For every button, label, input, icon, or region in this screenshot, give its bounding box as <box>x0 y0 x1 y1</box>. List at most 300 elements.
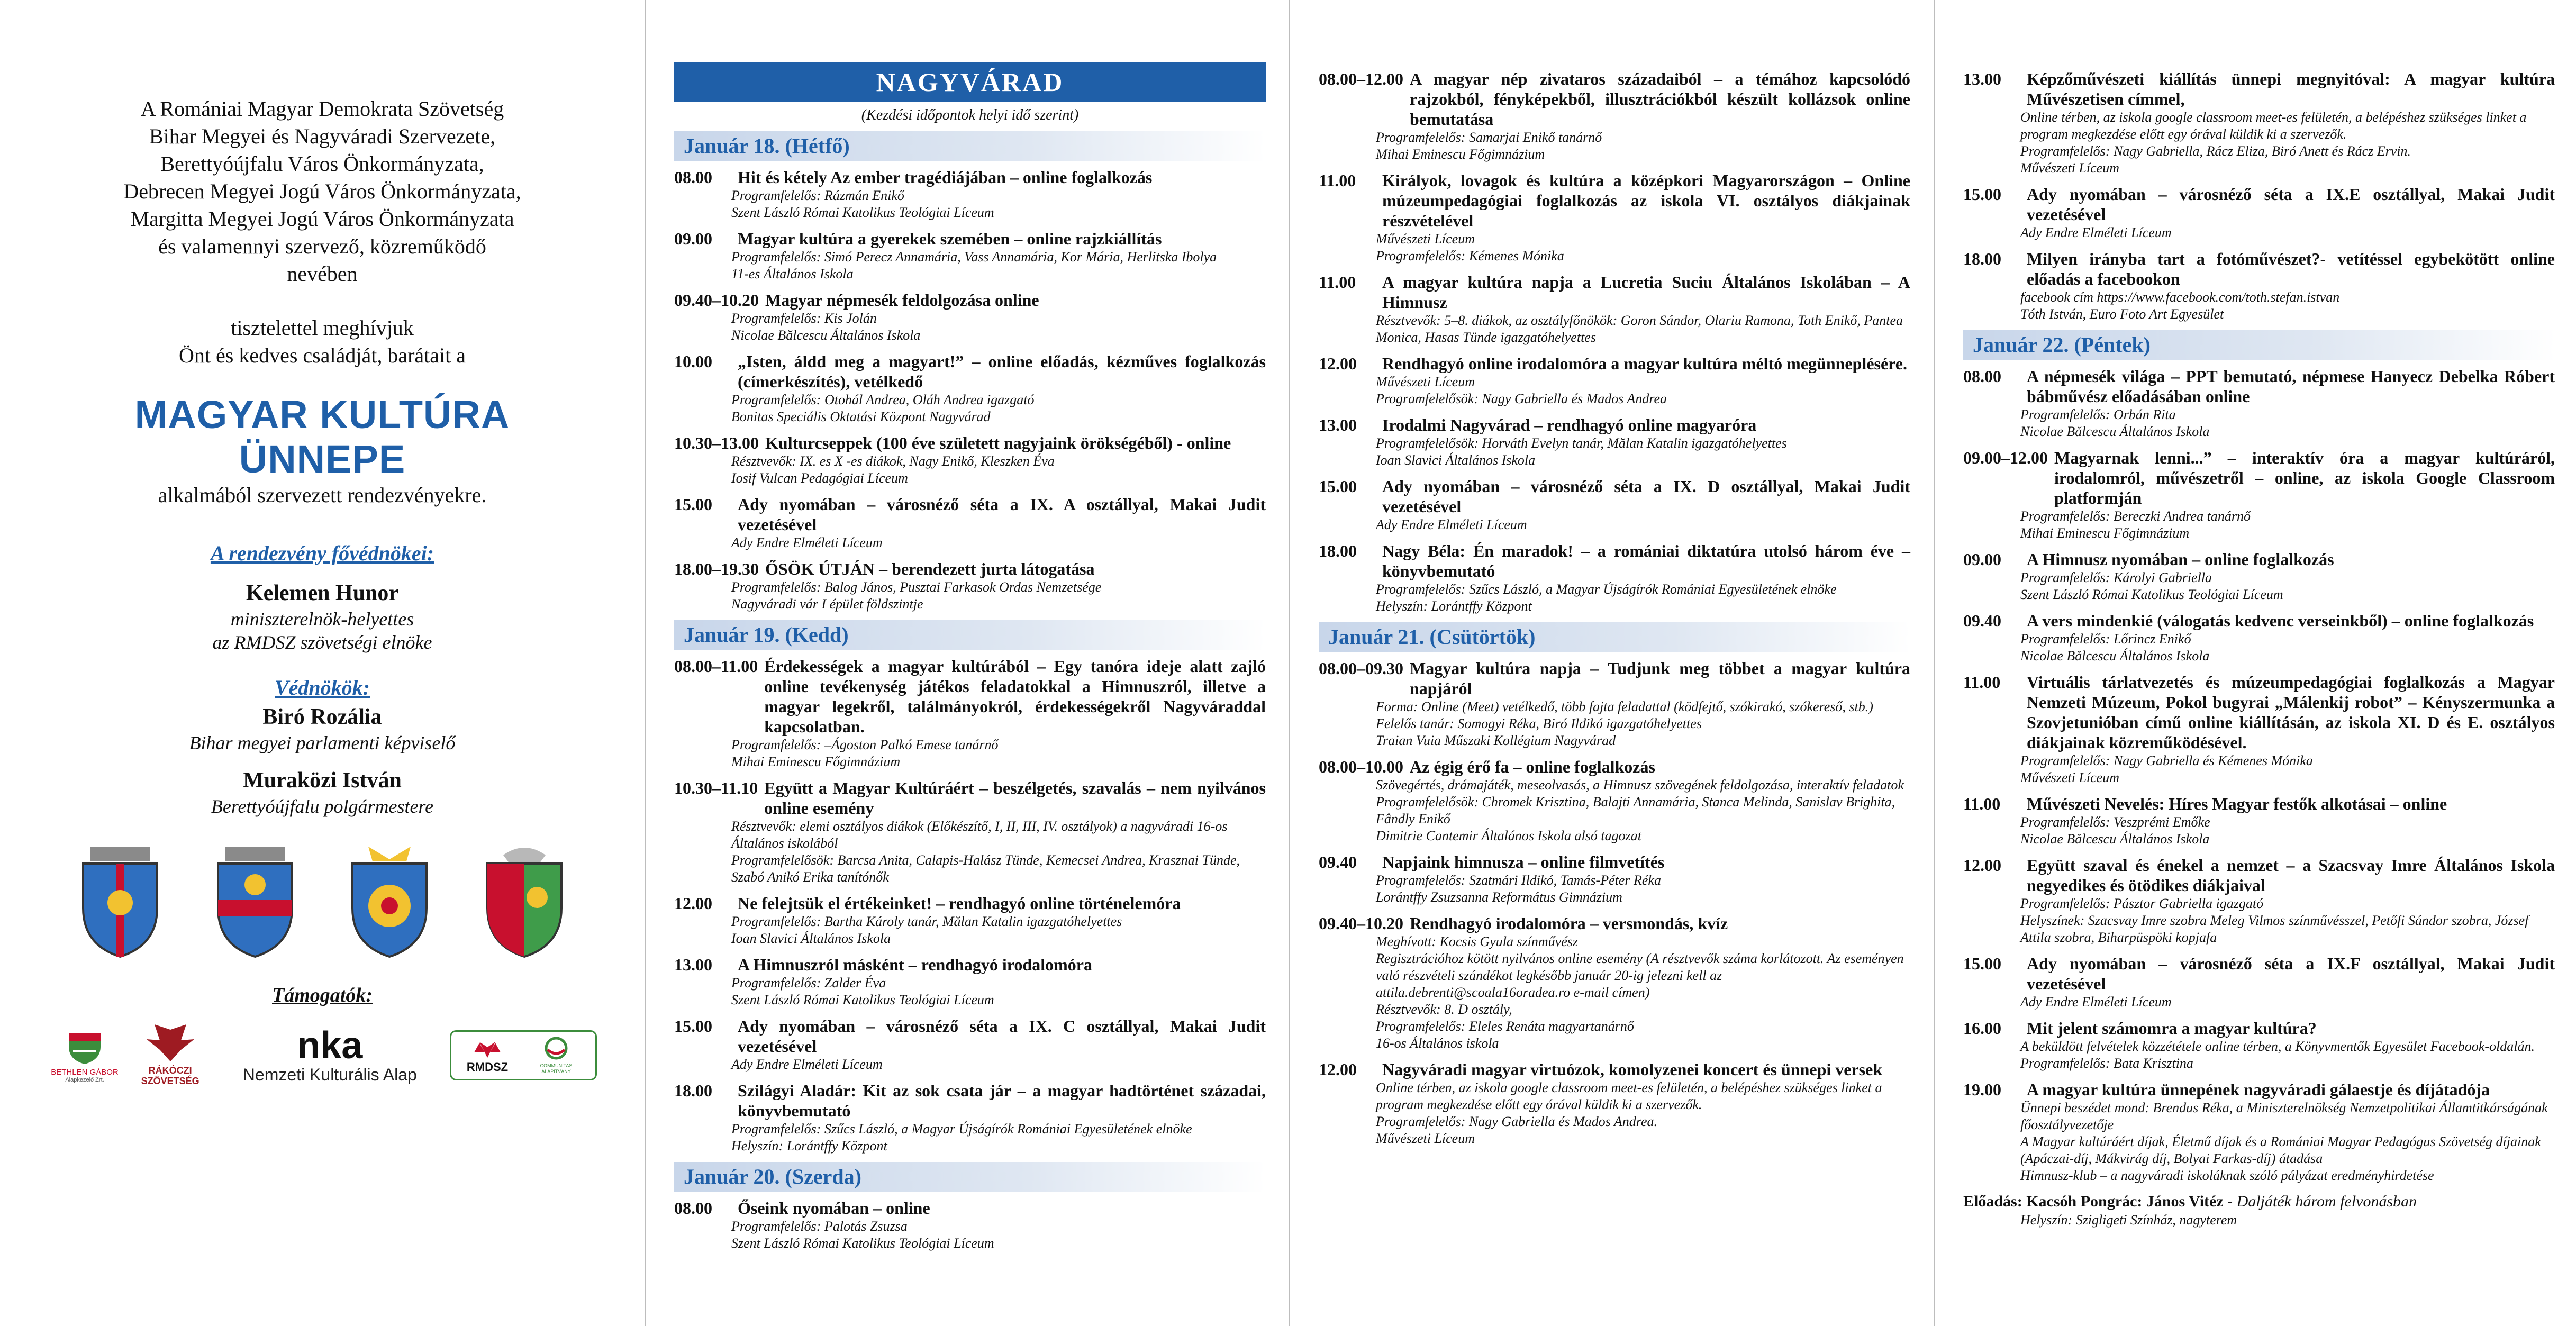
event-detail: Iosif Vulcan Pedagógiai Líceum <box>731 470 908 486</box>
event-heading <box>674 433 1266 453</box>
program-event <box>674 167 1266 221</box>
day-header: Január 20. (Szerda) <box>674 1162 1266 1192</box>
program-event <box>674 229 1266 283</box>
event-detail: Nicolae Bălcescu Általános Iskola <box>2020 424 2210 439</box>
program-event <box>1963 953 2555 1011</box>
event-heading <box>1319 272 1910 312</box>
event-detail: Programfelelős: Pásztor Gabriella igazgató <box>2020 896 2264 911</box>
event-time: 08.00–09.30 <box>1319 659 1403 678</box>
event-time: 12.00 <box>1319 354 1357 373</box>
program-event <box>674 778 1266 886</box>
event-title: Virtuális tárlatvezetés és múzeumpedagógiai foglalkozás a Magyar Nemzeti Múzeum, Pokol bugyrai „Málenkij robot” – Kényszermunka a Szovjetunióban című online kiállításán, az iskola XI. D és E. osztályos diákjainak közreműködésével. <box>2027 673 2555 752</box>
patron-name: Kelemen Hunor <box>246 581 399 605</box>
event-time: 15.00 <box>1963 185 2001 204</box>
event-title: MAGYAR KULTÚRA <box>134 393 510 437</box>
event-detail: Online térben, az iskola google classroom meet-es felületén, a belépéshez szükséges linket a program megkezdése előtt egy órával küldik ki a szervezők. <box>1376 1080 1882 1112</box>
event-time: 08.00 <box>674 168 712 187</box>
event-title: Az égig érő fa – online foglalkozás <box>1410 757 1655 776</box>
supporters-heading: Támogatók: <box>272 984 373 1006</box>
program-column <box>1934 0 2576 1326</box>
event-time: 18.00 <box>1319 541 1357 560</box>
event-detail: Ioan Slavici Általános Iskola <box>1376 452 1536 468</box>
program-event <box>674 433 1266 487</box>
event-detail: Helyszín: Lorántffy Központ <box>731 1138 887 1154</box>
event-detail: Regisztrációhoz kötött nyilvános online esemény (A résztvevők száma korlátozott. Az eseményen való részvételi szándékot legkésőbb január 20-ig jelezni kell az attila.debrenti@scoala16oradea.ro e-mail címen) <box>1376 951 1904 1000</box>
event-detail: Résztvevők: IX. es X -es diákok, Nagy Enikő, Kleszken Éva <box>731 453 1055 469</box>
event-detail: Művészeti Líceum <box>2020 770 2120 785</box>
event-heading <box>1319 1059 1910 1079</box>
event-heading <box>1319 476 1910 516</box>
event-title: A Himnusz nyomában – online foglalkozás <box>2027 550 2334 569</box>
event-heading <box>1963 366 2555 406</box>
event-time: 12.00 <box>674 894 712 913</box>
event-detail: Programfelelős: Eleles Renáta magyartanárnő <box>1376 1019 1634 1034</box>
event-title: Ady nyomában – városnéző séta a IX.E osztállyal, Makai Judit vezetésével <box>2027 185 2555 224</box>
program-event <box>1963 184 2555 241</box>
event-heading <box>1963 549 2555 569</box>
event-time: 15.00 <box>674 495 712 514</box>
logo-text: RÁKÓCZI <box>148 1065 192 1076</box>
program-event <box>1963 1018 2555 1072</box>
event-title: Ne felejtsük el értékeinket! – rendhagyó online történelemóra <box>738 894 1181 913</box>
event-detail: Művészeti Líceum <box>1376 374 1475 389</box>
event-detail: Traian Vuia Műszaki Kollégium Nagyvárad <box>1376 733 1616 748</box>
event-detail: Dimitrie Cantemir Általános Iskola alsó tagozat <box>1376 828 1641 843</box>
event-heading <box>674 1198 1266 1218</box>
event-detail: Programfelelősök: Nagy Gabriella és Mados Andrea <box>1376 391 1667 406</box>
event-detail: Programfelelős: –Ágoston Palkó Emese tanárnő <box>731 737 999 752</box>
event-time: 09.40 <box>1319 852 1357 871</box>
event-title: Képzőművészeti kiállítás ünnepi megnyitóval: A magyar kultúra Művészetisen címmel, <box>2027 69 2555 108</box>
organizer-line: nevében <box>287 262 358 286</box>
day-header: Január 18. (Hétfő) <box>674 131 1266 161</box>
organizer-line: Bihar Megyei és Nagyváradi Szervezete, <box>149 124 496 148</box>
event-title: A vers mindenkié (válogatás kedvenc verseinkből) – online foglalkozás <box>2027 611 2534 630</box>
event-detail: Himnusz-klub – a nagyváradi iskoláknak szóló pályázat eredményhirdetése <box>2020 1168 2434 1183</box>
logo-text: Nemzeti Kulturális Alap <box>242 1065 417 1084</box>
event-detail: Résztvevők: 5–8. diákok, az osztályfőnökök: Goron Sándor, Olariu Ramona, Toth Enikő, Pantea Monica, Hasas Tünde igazgatóhelyettes <box>1376 313 1903 345</box>
program-event <box>1319 476 1910 533</box>
event-time: 08.00 <box>674 1198 712 1218</box>
event-detail: Ady Endre Elméleti Líceum <box>2020 225 2172 240</box>
event-time: 18.00 <box>674 1081 712 1100</box>
eagle-icon <box>144 1024 197 1062</box>
event-heading <box>1963 953 2555 994</box>
event-detail: Ady Endre Elméleti Líceum <box>2020 994 2172 1010</box>
event-heading <box>674 351 1266 392</box>
event-time: 09.40–10.20 <box>1319 914 1403 933</box>
organizer-line: Berettyóújfalu Város Önkormányzata, <box>160 152 484 176</box>
event-heading <box>674 167 1266 187</box>
event-detail: Programfelelős: Bata Krisztina <box>2020 1056 2193 1071</box>
event-title: „Isten, áldd meg a magyart!” – online előadás, kézműves foglalkozás (címerkészítés), vetélkedő <box>738 352 1266 391</box>
event-detail: Programfelelős: Kis Jolán <box>731 311 877 326</box>
program-event <box>1963 611 2555 665</box>
event-time: 09.00–12.00 <box>1963 448 2048 467</box>
coat-of-arms-icon <box>202 844 308 961</box>
program-event <box>1319 1059 1910 1147</box>
event-detail: Programfelelős: Simó Perecz Annamária, Vass Annamária, Kor Mária, Herlitska Ibolya <box>731 249 1217 265</box>
program-event <box>1319 272 1910 346</box>
event-detail: Programfelelős: Veszprémi Emőke <box>2020 814 2210 830</box>
program-event <box>1319 913 1910 1052</box>
event-heading <box>674 955 1266 975</box>
event-heading <box>674 290 1266 310</box>
event-title: Napjaink himnusza – online filmvetítés <box>1382 852 1665 871</box>
invitation-panel <box>0 0 645 1326</box>
event-list <box>1319 69 1910 1147</box>
program-event <box>1963 249 2555 323</box>
event-time: 10.30–13.00 <box>674 433 759 452</box>
event-detail: Programfelelősök: Barcsa Anita, Calapis-Halász Tünde, Kemecsei Andrea, Krasznai Tünde, Szabó Anikó Erika tanítónők <box>731 852 1240 885</box>
event-detail: Mihai Eminescu Főgimnázium <box>1376 147 1545 162</box>
logo-text: Alapkezelő Zrt. <box>65 1076 104 1083</box>
logo-text: SZÖVETSÉG <box>141 1076 199 1086</box>
event-heading <box>1319 658 1910 698</box>
event-detail: Programfelelős: Bartha Károly tanár, Mălan Katalin igazgatóhelyettes <box>731 914 1122 929</box>
event-time: 10.30–11.10 <box>674 778 758 797</box>
program-event <box>1963 69 2555 177</box>
event-title: Művészeti Nevelés: Híres Magyar festők alkotásai – online <box>2027 794 2447 813</box>
event-heading <box>1319 913 1910 933</box>
program-event <box>1963 448 2555 542</box>
event-detail: Tóth István, Euro Foto Art Egyesület <box>2020 306 2224 322</box>
patrons2-heading: Védnökök: <box>275 676 370 700</box>
patron-role: Bihar megyei parlamenti képviselő <box>189 732 456 753</box>
event-title: Rendhagyó irodalomóra – versmondás, kvíz <box>1410 914 1728 933</box>
event-title: Ady nyomában – városnéző séta a IX. C osztállyal, Makai Judit vezetésével <box>738 1016 1266 1056</box>
event-detail: Programfelelősök: Horváth Evelyn tanár, Mălan Katalin igazgatóhelyettes <box>1376 435 1787 451</box>
event-detail: Művészeti Líceum <box>2020 160 2120 176</box>
event-detail: Nicolae Bălcescu Általános Iskola <box>2020 648 2210 664</box>
event-title: A népmesék világa – PPT bemutató, népmese Hanyecz Debelka Róbert bábművész előadásában online <box>2027 367 2555 406</box>
event-heading <box>1963 448 2555 508</box>
program-column <box>645 0 1289 1326</box>
rmdsz-communitas-logo <box>450 1030 597 1080</box>
event-heading <box>1319 757 1910 777</box>
event-detail: Szent László Római Katolikus Teológiai Líceum <box>731 1236 994 1251</box>
event-detail: Programfelelős: Bereczki Andrea tanárnő <box>2020 508 2251 524</box>
patron-role: Berettyóújfalu polgármestere <box>211 796 434 817</box>
program-event <box>1319 353 1910 407</box>
event-heading <box>1963 249 2555 289</box>
event-time: 13.00 <box>1319 415 1357 434</box>
final-label: Előadás: <box>1963 1193 2022 1210</box>
event-title: Magyar kultúra napja – Tudjunk meg többet a magyar kultúra napjáról <box>1410 659 1910 698</box>
program-event <box>674 656 1266 770</box>
tulip-icon <box>469 1037 506 1058</box>
event-title: Nagy Béla: Én maradok! – a romániai diktatúra utolsó három éve – könyvbemutató <box>1382 541 1910 580</box>
organizers-block <box>32 95 613 288</box>
event-title: Együtt a Magyar Kultúráért – beszélgetés, szavalás – nem nyilvános online esemény <box>764 778 1266 818</box>
event-time: 11.00 <box>1319 171 1356 190</box>
coat-of-arms-row <box>32 844 613 961</box>
event-detail: facebook cím https://www.facebook.com/toth.stefan.istvan <box>2020 289 2340 305</box>
event-title: Ady nyomában – városnéző séta a IX.F osztállyal, Makai Judit vezetésével <box>2027 954 2555 993</box>
event-detail: Nicolae Bălcescu Általános Iskola <box>731 328 921 343</box>
event-time: 12.00 <box>1963 856 2001 875</box>
event-list <box>1963 69 2555 1184</box>
day-header: Január 22. (Péntek) <box>1963 330 2555 360</box>
organizer-line: A Romániai Magyar Demokrata Szövetség <box>140 97 504 121</box>
event-time: 08.00 <box>1963 367 2001 386</box>
event-time: 13.00 <box>1963 69 2001 88</box>
event-time: 08.00–11.00 <box>674 657 758 676</box>
program-event <box>1319 415 1910 469</box>
event-subtitle: alkalmából szervezett rendezvényekre. <box>158 483 487 507</box>
event-title: A magyar kultúra napja a Lucretia Suciu Általános Iskolában – A Himnusz <box>1382 273 1910 312</box>
program-event <box>1963 794 2555 848</box>
event-detail: Művészeti Líceum <box>1376 231 1475 247</box>
event-detail: Programfelelős: Balog János, Pusztai Farkasok Ordas Nemzetsége <box>731 579 1102 595</box>
program-event <box>1319 170 1910 265</box>
event-title: Érdekességek a magyar kultúrából – Egy tanóra ideje alatt zajló online tevékenység játékos feladatokkal a Himnuszról, illetve a magyar legekről, találmányokról, érdekességekről Nagyváraddal kapcsolatban. <box>764 657 1266 736</box>
logo-text: COMMUNITAS ALAPÍTVÁNY <box>540 1063 573 1074</box>
event-detail: Programfelelős: Palotás Zsuzsa <box>731 1219 908 1234</box>
event-heading <box>1319 353 1910 374</box>
event-heading <box>1319 69 1910 129</box>
patron-name: Biró Rozália <box>262 705 382 729</box>
event-detail: Ady Endre Elméleti Líceum <box>731 1057 883 1072</box>
event-detail: Programfelelős: Szatmári Ildikó, Tamás-Péter Réka <box>1376 873 1661 888</box>
program-event <box>674 290 1266 344</box>
event-detail: Ioan Slavici Általános Iskola <box>731 931 891 946</box>
event-time: 18.00–19.30 <box>674 559 759 578</box>
event-heading <box>674 559 1266 579</box>
event-title: Kulturcseppek (100 éve született nagyjaink örökségéből) - online <box>765 433 1231 452</box>
event-time: 08.00–10.00 <box>1319 757 1403 776</box>
event-detail: Helyszín: Lorántffy Központ <box>1376 598 1532 614</box>
final-place: Helyszín: Szigligeti Színház, nagyterem <box>2020 1212 2237 1228</box>
event-list <box>674 131 1266 1252</box>
coat-of-arms-icon <box>471 844 577 961</box>
logo-text: BETHLEN GÁBOR <box>51 1067 119 1077</box>
communitas-circle-icon <box>540 1036 572 1060</box>
event-detail: Szent László Római Katolikus Teológiai Líceum <box>731 205 994 220</box>
event-detail: Programfelelős: Szűcs László, a Magyar Újságírók Romániai Egyesületének elnöke <box>731 1121 1192 1137</box>
event-time: 18.00 <box>1963 249 2001 268</box>
event-detail: Ady Endre Elméleti Líceum <box>1376 517 1527 532</box>
event-detail: Programfelelős: Nagy Gabriella, Rácz Eliza, Biró Anett és Rácz Ervin. <box>2020 143 2411 159</box>
program-event <box>674 1080 1266 1155</box>
event-detail: Forma: Online (Meet) vetélkedő, több fajta feladattal (ködfejtő, szókirakó, szókereső, stb.) <box>1376 699 1873 714</box>
event-title: Milyen irányba tart a fotóművészet?- vetítéssel egybekötött online előadás a facebookon <box>2027 249 2555 288</box>
program-event <box>674 559 1266 613</box>
event-heading <box>1319 415 1910 435</box>
organizer-line: Debrecen Megyei Jogú Város Önkormányzata, <box>123 179 521 203</box>
event-time: 12.00 <box>1319 1060 1357 1079</box>
supporter-logos <box>32 1024 613 1086</box>
final-performance <box>1963 1192 2555 1229</box>
event-detail: Mihai Eminescu Főgimnázium <box>731 754 901 769</box>
event-title: Ady nyomában – városnéző séta a IX. A osztállyal, Makai Judit vezetésével <box>738 495 1266 534</box>
event-time: 11.00 <box>1319 273 1356 292</box>
final-title: Kacsóh Pongrác: János Vitéz <box>2026 1193 2224 1210</box>
nka-logo <box>219 1024 441 1085</box>
organizer-line: és valamennyi szervező, közreműködő <box>158 234 486 258</box>
event-detail: Programfelelős: Lőrincz Enikő <box>2020 631 2191 647</box>
city-header: NAGYVÁRAD <box>674 62 1266 102</box>
event-title: Szilágyi Aladár: Kit az sok csata jár – a magyar hadtörténet századai, könyvbemutató <box>738 1081 1266 1120</box>
event-time: 09.40 <box>1963 611 2001 630</box>
event-detail: Programfelelős: Rázmán Enikő <box>731 188 904 203</box>
event-time: 15.00 <box>674 1016 712 1036</box>
event-detail: Nagyváradi vár I épület földszintje <box>731 596 923 612</box>
event-title: Hit és kétely Az ember tragédiájában – online foglalkozás <box>738 168 1153 187</box>
event-heading <box>674 1080 1266 1121</box>
event-detail: A Magyar kultúráért díjak, Életmű díjak és a Romániai Magyar Pedagógus Szövetség díjainak (Apáczai-díj, Mákvirág díj, Bolyai Farkas-díj) átadása <box>2020 1134 2541 1166</box>
event-title: Királyok, lovagok és kultúra a középkori Magyarországon – Online múzeumpedagógiai foglalkozás az iskola VI. osztályos diákjainak részvételével <box>1382 171 1910 230</box>
event-title: A Himnuszról másként – rendhagyó irodalomóra <box>738 955 1092 974</box>
event-title: Nagyváradi magyar virtuózok, komolyzenei koncert és ünnepi versek <box>1382 1060 1883 1079</box>
event-time: 19.00 <box>1963 1080 2001 1099</box>
event-time: 09.40–10.20 <box>674 290 759 310</box>
program-event <box>1963 672 2555 786</box>
event-time: 11.00 <box>1963 673 2001 692</box>
event-detail: 11-es Általános Iskola <box>731 266 854 281</box>
program-event <box>1319 757 1910 844</box>
event-heading <box>1963 611 2555 631</box>
patron-role: miniszterelnök-helyettes <box>230 608 414 630</box>
event-heading <box>1963 1018 2555 1038</box>
program-event <box>674 893 1266 947</box>
event-detail: Programfelelős: Nagy Gabriella és Kémenes Mónika <box>2020 753 2313 768</box>
program-event <box>1963 855 2555 946</box>
event-title: Őseink nyomában – online <box>738 1198 930 1218</box>
bethlen-gabor-logo <box>48 1028 122 1083</box>
event-heading <box>674 893 1266 913</box>
event-title: ŐSÖK ÚTJÁN – berendezett jurta látogatása <box>765 559 1095 578</box>
event-detail: Szent László Római Katolikus Teológiai Líceum <box>2020 587 2283 602</box>
event-heading <box>674 656 1266 737</box>
event-detail: Online térben, az iskola google classroom meet-es felületén, a belépéshez szükséges linket a program megkezdése előtt egy órával küldik ki a szervezők. <box>2020 110 2527 142</box>
event-detail: Programfelelős: Kémenes Mónika <box>1376 248 1564 264</box>
event-title: A magyar nép zivataros századaiból – a témához kapcsolódó rajzokból, fényképekből, illusztrációkból készült kollázsok online bemutatása <box>1410 69 1910 129</box>
event-title: Együtt szaval és énekel a nemzet – a Szacsvay Imre Általános Iskola negyedikes és ötödikes diákjaival <box>2027 856 2555 895</box>
event-detail: Programfelelős: Nagy Gabriella és Mados Andrea. <box>1376 1114 1657 1129</box>
event-detail: Ady Endre Elméleti Líceum <box>731 535 883 550</box>
program-event <box>674 1198 1266 1252</box>
event-heading <box>1963 855 2555 895</box>
event-detail: A beküldött felvételek közzététele online térben, a Könyvmentők Egyesület Facebook-oldalán. <box>2020 1039 2535 1054</box>
program-event <box>1319 852 1910 906</box>
event-heading <box>674 778 1266 818</box>
event-time: 09.00 <box>674 229 712 248</box>
logo-text: RMDSZ <box>466 1060 509 1074</box>
event-detail: Résztvevők: 8. D osztály, <box>1376 1002 1512 1017</box>
event-heading <box>674 494 1266 534</box>
organizer-line: Margitta Megyei Jogú Város Önkormányzata <box>130 207 514 231</box>
event-heading <box>1319 541 1910 581</box>
event-title: Magyar népmesék feldolgozása online <box>765 290 1039 310</box>
event-title: ÜNNEPE <box>239 437 406 481</box>
event-detail: Helyszínek: Szacsvay Imre szobra Meleg Vilmos színművésszel, Petőfi Sándor szobra, József Attila szobra, Biharpüspöki kopjafa <box>2020 913 2529 945</box>
event-detail: Programfelelős: Samarjai Enikő tanárnő <box>1376 130 1602 145</box>
event-time: 09.00 <box>1963 550 2001 569</box>
event-detail: Programfelelős: Otohál Andrea, Oláh Andrea igazgató <box>731 392 1035 407</box>
program-event <box>674 1016 1266 1073</box>
event-detail: Szövegértés, drámajáték, meseolvasás, a Himnusz szövegének feldolgozása, interaktív feladatok <box>1376 777 1904 793</box>
event-title: Magyar kultúra a gyerekek szemében – online rajzkiállítás <box>738 229 1162 248</box>
event-heading <box>1963 1079 2555 1100</box>
event-detail: Bonitas Speciális Oktatási Központ Nagyvárad <box>731 409 991 424</box>
program-event <box>1963 1079 2555 1184</box>
program-event <box>1963 549 2555 603</box>
invite-line: tisztelettel meghívjuk <box>231 316 414 340</box>
patrons-heading: A rendezvény fővédnökei: <box>210 541 434 565</box>
event-title: Irodalmi Nagyvárad – rendhagyó online magyaróra <box>1382 415 1757 434</box>
event-detail: Résztvevők: elemi osztályos diákok (Előkészítő, I, II, III, IV. osztályok) a nagyváradi 16-os Általános iskolából <box>731 819 1228 851</box>
event-detail: Programfelelős: Orbán Rita <box>2020 407 2176 422</box>
event-heading <box>1963 184 2555 224</box>
event-time: 15.00 <box>1319 477 1357 496</box>
event-time: 15.00 <box>1963 954 2001 973</box>
program-event <box>674 494 1266 551</box>
program-event <box>1963 366 2555 440</box>
event-heading <box>674 1016 1266 1056</box>
event-time: 13.00 <box>674 955 712 974</box>
event-title: Magyarnak lenni...” – interaktív óra a magyar kultúráról, irodalomról, művészetről – online, az iskola Google Classroom platformján <box>2054 448 2555 507</box>
event-detail: Művészeti Líceum <box>1376 1131 1475 1146</box>
event-detail: Meghívott: Kocsis Gyula színművész <box>1376 934 1579 949</box>
day-header: Január 19. (Kedd) <box>674 620 1266 650</box>
patron-name: Muraközi István <box>243 768 402 793</box>
program-event <box>1319 69 1910 163</box>
event-heading <box>1963 69 2555 109</box>
event-time: 11.00 <box>1963 794 2001 813</box>
event-detail: 16-os Általános iskola <box>1376 1036 1499 1051</box>
event-time: 16.00 <box>1963 1019 2001 1038</box>
event-detail: Programfelelős: Zalder Éva <box>731 975 886 991</box>
program-event <box>674 351 1266 425</box>
event-detail: Nicolae Bălcescu Általános Iskola <box>2020 831 2210 847</box>
bethlen-shield-icon <box>64 1028 106 1065</box>
event-title: A magyar kultúra ünnepének nagyváradi gálaestje és díjátadója <box>2027 1080 2490 1099</box>
event-detail: Mihai Eminescu Főgimnázium <box>2020 525 2190 541</box>
event-time: 10.00 <box>674 352 712 371</box>
patron-role: az RMDSZ szövetségi elnöke <box>212 632 432 653</box>
event-detail: Programfelelős: Szűcs László, a Magyar Újságírók Romániai Egyesületének elnöke <box>1376 582 1837 597</box>
logo-text: nka <box>297 1024 363 1067</box>
program-event <box>1319 541 1910 615</box>
program-column <box>1289 0 1934 1326</box>
final-desc: - Daljáték három felvonásban <box>2223 1193 2417 1210</box>
invite-line: Önt és kedves családját, barátait a <box>179 343 466 367</box>
coat-of-arms-icon <box>337 844 442 961</box>
program-event <box>674 955 1266 1009</box>
coat-of-arms-icon <box>67 844 173 961</box>
program-event <box>1319 658 1910 749</box>
day-header: Január 21. (Csütörtök) <box>1319 622 1910 652</box>
event-heading <box>1319 852 1910 872</box>
event-detail: Ünnepi beszédet mond: Brendus Réka, a Miniszterelnökség Nemzetpolitikai Államtitkárságának főosztályvezetője <box>2020 1100 2548 1132</box>
event-time: 08.00–12.00 <box>1319 69 1403 88</box>
event-heading <box>1963 672 2555 752</box>
event-title: Mit jelent számomra a magyar kultúra? <box>2027 1019 2317 1038</box>
event-detail: Lorántffy Zsuzsanna Református Gimnázium <box>1376 889 1622 905</box>
event-heading <box>1319 170 1910 231</box>
rakoczi-logo <box>131 1024 210 1086</box>
event-title: Ady nyomában – városnéző séta a IX. D osztállyal, Makai Judit vezetésével <box>1382 477 1910 516</box>
event-detail: Szent László Római Katolikus Teológiai Líceum <box>731 992 994 1007</box>
event-detail: Programfelelős: Károlyi Gabriella <box>2020 570 2212 585</box>
event-heading <box>674 229 1266 249</box>
event-title: Rendhagyó online irodalomóra a magyar kultúra méltó megünneplésére. <box>1382 354 1907 373</box>
time-note: (Kezdési időpontok helyi idő szerint) <box>861 107 1079 123</box>
event-detail: Felelős tanár: Somogyi Réka, Biró Ildikó igazgatóhelyettes <box>1376 716 1702 731</box>
event-heading <box>1963 794 2555 814</box>
event-detail: Programfelelősök: Chromek Krisztina, Balajti Annamária, Stanca Melinda, Sanislav Brighita, Fândly Enikő <box>1376 794 1895 827</box>
